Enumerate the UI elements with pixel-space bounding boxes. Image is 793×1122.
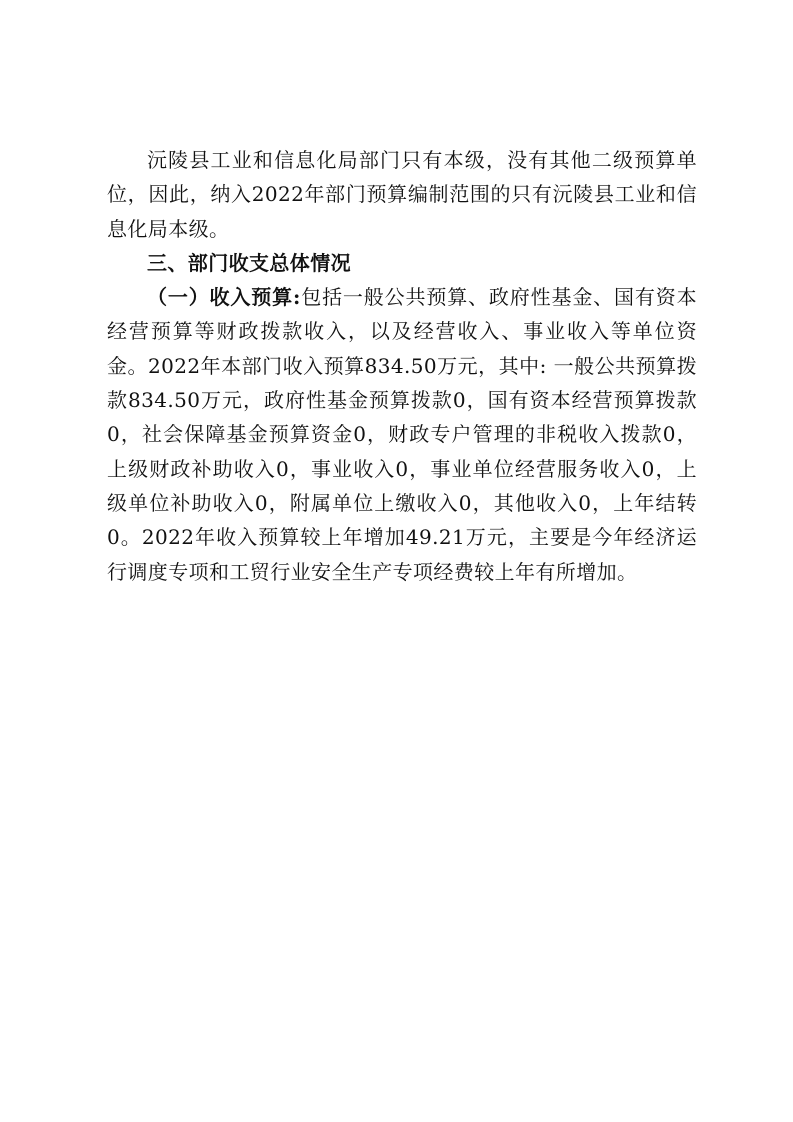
subsection-label: （一）收入预算: [147, 285, 301, 310]
paragraph-unit-scope: 沅陵县工业和信息化局部门只有本级，没有其他二级预算单位，因此，纳入2022年部门预算编制范围的只有沅陵县工业和信息化局本级。 [107, 148, 697, 241]
section-heading: 三、部门收支总体情况 [147, 250, 351, 275]
paragraph-income-budget [107, 280, 697, 589]
income-budget-text: 包括一般公共预算、政府性基金、国有资本经营预算等财政拨款收入，以及经营收入、事业收入等单位资金。2022年本部门收入预算834.50万元，其中: 一般公共预算拨款834.50万元，政府性基金预算拨款0，国有资本经营预算拨款0，社会保障基金预算资金0，财政专户管理的非税收入拨款0，上级财政补助收入0，事业收入0，事业单位经营服务收入0，上级单位补助收入0，附属单位上缴收入0，其他收入0，上年结转0。2022年收入预算较上年增加49.21万元，主要是今年经济运行调度专项和工贸行业安全生产专项经费较上年有所增加。 [107, 285, 697, 584]
document-body [107, 143, 697, 589]
